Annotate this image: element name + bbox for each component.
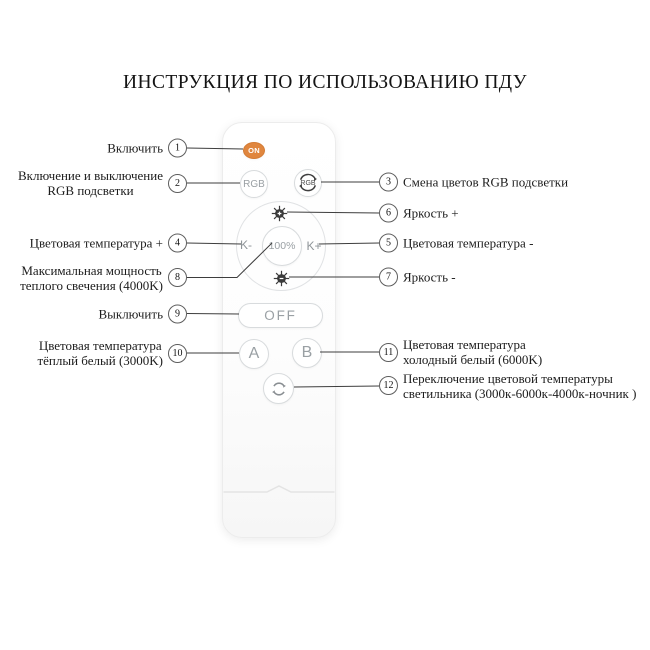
rgb-cycle-label: RGB <box>300 179 316 187</box>
callout-6-label: Яркость + <box>403 205 459 220</box>
callout-12-number: 12 <box>379 376 398 395</box>
callout-4-label: Цветовая температура + <box>29 235 163 251</box>
callout-4 <box>30 234 187 253</box>
callout-5-number: 5 <box>379 234 398 253</box>
callout-5-label: Цветовая температура - <box>403 235 534 251</box>
callout-6 <box>379 203 459 222</box>
rgb-toggle-button: RGB <box>240 170 268 198</box>
callout-3-number: 3 <box>379 173 398 192</box>
callout-3-label: Смена цветов RGB подсветки <box>403 174 569 190</box>
callout-11-label: Цветовая температура холодный белый (6000K) <box>403 337 543 367</box>
page-title: ИНСТРУКЦИЯ ПО ИСПОЛЬЗОВАНИЮ ПДУ <box>123 72 527 93</box>
callout-10-number: 10 <box>168 344 187 363</box>
b-button: B <box>292 338 322 368</box>
callout-3 <box>379 173 568 192</box>
full-power-button: 100% <box>262 226 302 266</box>
a-button: A <box>239 339 269 369</box>
remote-body <box>222 122 336 538</box>
callout-2 <box>18 168 187 198</box>
battery-cover-line <box>223 123 335 537</box>
on-button: ON <box>243 142 265 159</box>
callout-2-number: 2 <box>168 174 187 193</box>
callout-9-number: 9 <box>168 304 187 323</box>
callout-8-label: Максимальная мощность теплого свечения (4000K) <box>20 262 163 293</box>
callout-1 <box>107 139 187 158</box>
callout-11 <box>379 337 542 367</box>
callout-10-label: Цветовая температура тёплый белый (3000K) <box>37 338 163 368</box>
callout-12 <box>379 371 636 401</box>
off-button: OFF <box>238 303 323 328</box>
k-minus-label: K- <box>240 238 252 252</box>
callout-2-label: Включение и выключение RGB подсветки <box>17 168 163 198</box>
callout-5 <box>379 234 533 253</box>
callout-12-label: Переключение цветовой температуры светильника (3000к-6000к-4000к-ночник ) <box>403 370 637 401</box>
callout-9 <box>98 304 187 323</box>
k-plus-label: K+ <box>306 239 322 253</box>
callout-6-number: 6 <box>379 203 398 222</box>
callout-10 <box>37 338 187 368</box>
callout-8 <box>20 263 187 293</box>
callout-1-label: Включить <box>107 140 163 156</box>
callout-8-number: 8 <box>168 268 187 287</box>
callout-7 <box>379 268 456 287</box>
callout-7-number: 7 <box>379 268 398 287</box>
callout-1-number: 1 <box>168 139 187 158</box>
callout-11-number: 11 <box>379 343 398 362</box>
callout-7-label: Яркость - <box>403 269 456 285</box>
callout-9-label: Выключить <box>98 306 163 321</box>
callout-4-number: 4 <box>168 234 187 253</box>
